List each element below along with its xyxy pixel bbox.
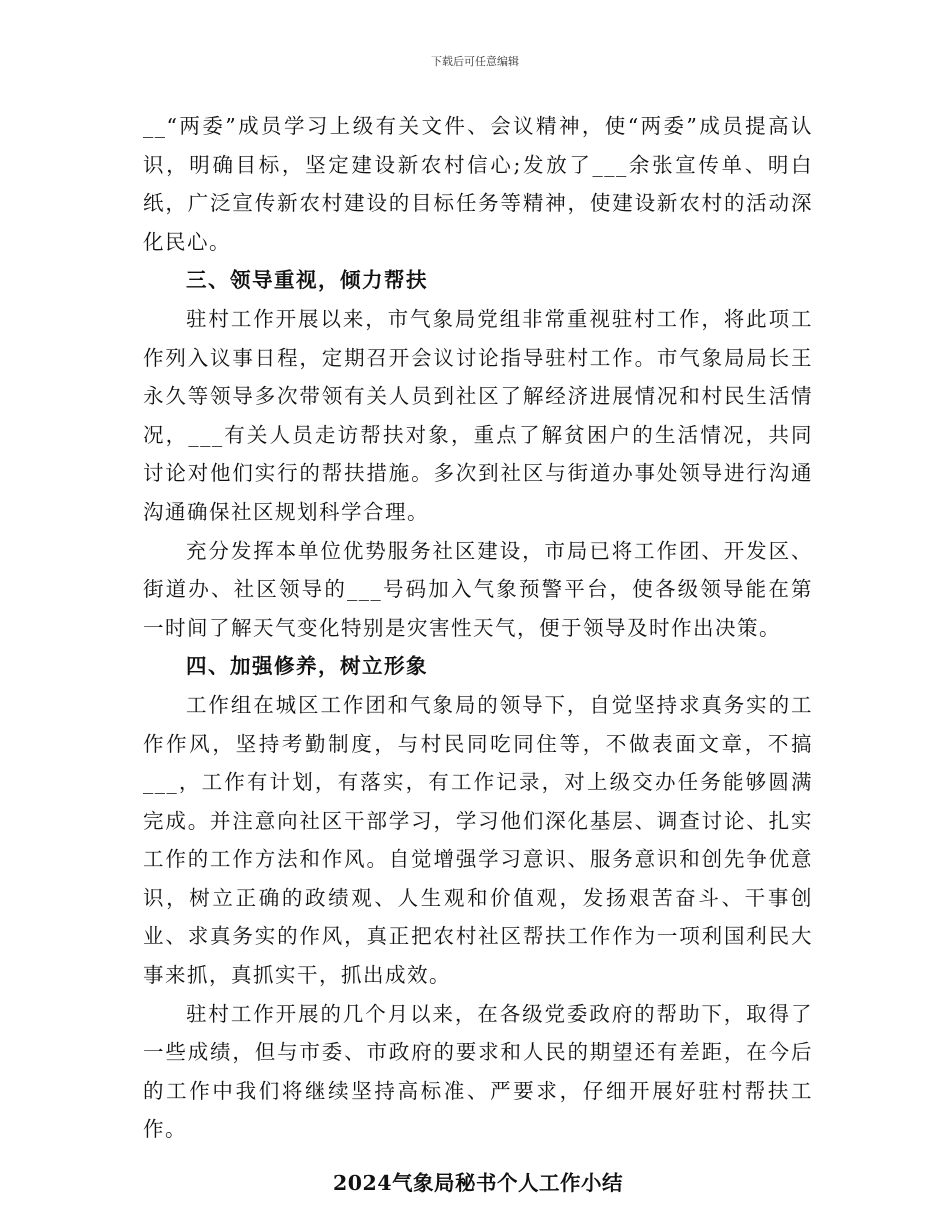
next-document-title: 2024气象局秘书个人工作小结 [332,1171,624,1196]
section-heading-3: 三、领导重视，倾力帮扶 [186,268,428,293]
paragraph-conclusion: 驻村工作开展的几个月以来，在各级党委政府的帮助下，取得了一些成绩，但与市委、市政府的要求和人民的期望还有差距，在今后的工作中我们将继续坚持高标准、严要求，仔细开展好驻村帮扶工作。 [143,1001,813,1142]
section-heading-4: 四、加强修养，树立形象 [186,654,428,679]
paragraph-publicity: __“两委”成员学习上级有关文件、会议精神，使“两委”成员提高认识，明确目标，坚定建设新农村信心;发放了___余张宣传单、明白纸，广泛宣传新农村建设的目标任务等精神，使建设新农村的活动深化民心。 [143,114,813,254]
paragraph-cultivation: 工作组在城区工作团和气象局的领导下，自觉坚持求真务实的工作作风，坚持考勤制度，与村民同吃同住等，不做表面文章，不搞___，工作有计划，有落实，有工作记录，对上级交办任务能够圆满完成。并注意向社区干部学习，学习他们深化基层、调查讨论、扎实工作的工作方法和作风。自觉增强学习意识、服务意识和创先争优意识，树立正确的政绩观、人生观和价值观，发扬艰苦奋斗、干事创业、求真务实的作风，真正把农村社区帮扶工作作为一项利国利民大事来抓，真抓实干，抓出成效。 [143,692,813,988]
paragraph-leadership: 驻村工作开展以来，市气象局党组非常重视驻村工作，将此项工作列入议事日程，定期召开会议讨论指导驻村工作。市气象局局长王永久等领导多次带领有关人员到社区了解经济进展情况和村民生活情况，___有关人员走访帮扶对象，重点了解贫困户的生活情况，共同讨论对他们实行的帮扶措施。多次到社区与街道办事处领导进行沟通沟通确保社区规划科学合理。 [143,306,813,524]
paragraph-warning-platform: 充分发挥本单位优势服务社区建设，市局已将工作团、开发区、街道办、社区领导的___号码加入气象预警平台，使各级领导能在第一时间了解天气变化特别是灾害性天气，便于领导及时作出决策。 [143,538,813,640]
document-body [143,107,813,1203]
page-header-note: 下载后可任意编辑 [431,55,519,68]
